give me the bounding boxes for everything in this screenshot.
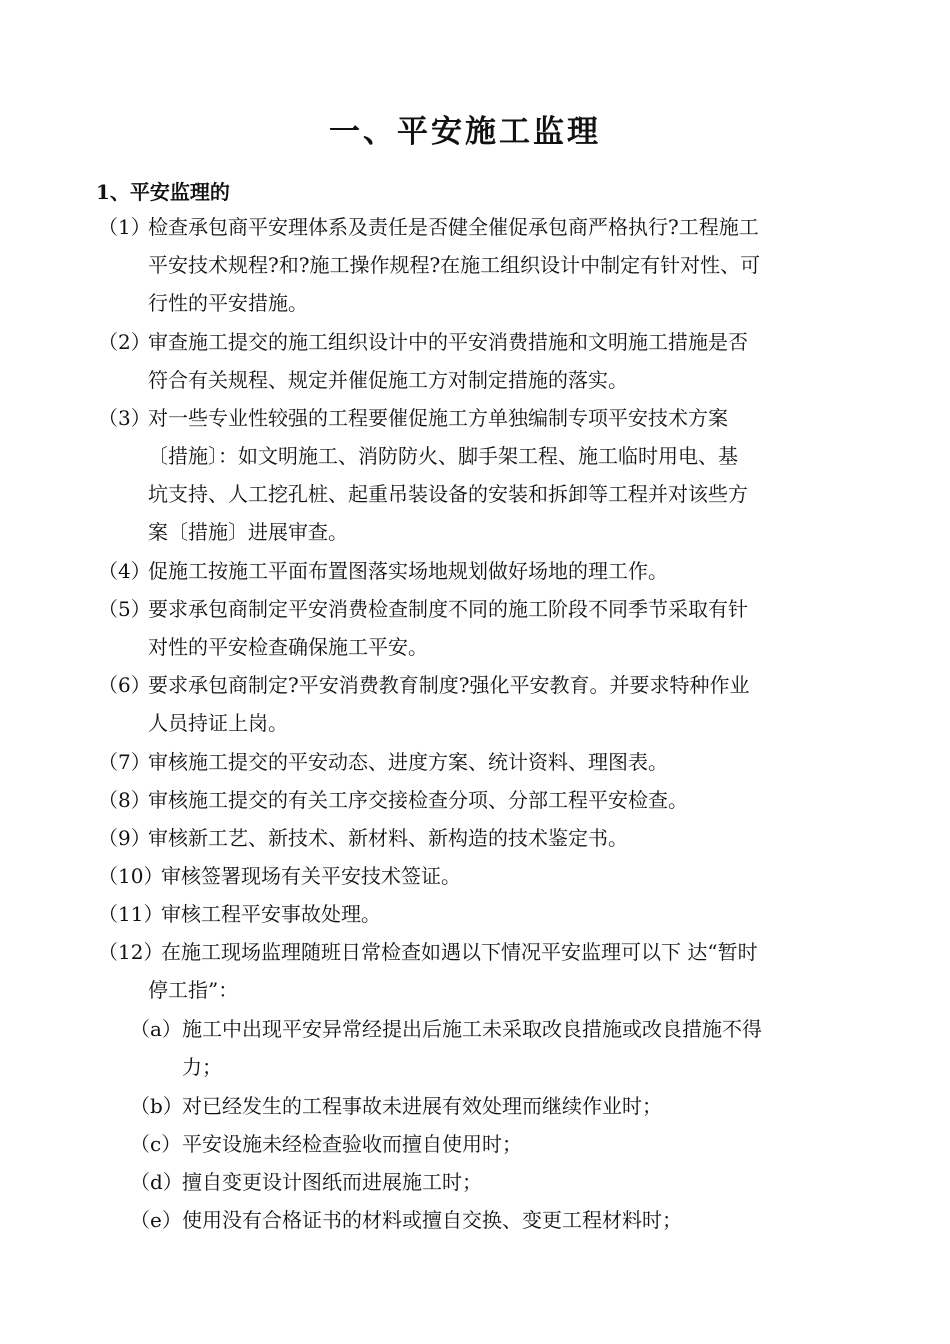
item-number: （d） <box>130 1170 183 1194</box>
item-text-line: 力； <box>182 1055 222 1079</box>
item-number: （11） <box>98 902 164 926</box>
item-text-line: 审核施工提交的平安动态、进度方案、统计资料、理图表。 <box>148 750 668 774</box>
item-number: （8） <box>98 788 151 812</box>
item-number: （e） <box>130 1208 182 1232</box>
item-number: （12） <box>98 940 164 964</box>
list-item <box>98 743 668 781</box>
item-text-line: 平安技术规程?和?施工操作规程?在施工组织设计中制定有针对性、可 <box>148 253 761 277</box>
item-number: （10） <box>98 864 164 888</box>
list-item <box>98 399 748 551</box>
item-text-line: 〔措施〕：如文明施工、消防防火、脚手架工程、施工临时用电、基 <box>148 444 738 468</box>
section-heading: 1、平安监理的 <box>96 180 230 204</box>
item-number: （3） <box>98 406 151 430</box>
item-number: （2） <box>98 330 151 354</box>
item-text-line: 要求承包商制定?平安消费教育制度?强化平安教育。并要求特种作业 <box>148 673 750 697</box>
item-text-line: 检查承包商平安理体系及责任是否健全催促承包商严格执行?工程施工 <box>148 215 759 239</box>
item-text-line: 对已经发生的工程事故未进展有效处理而继续作业时； <box>182 1094 662 1118</box>
item-number: （5） <box>98 597 151 621</box>
list-item <box>98 819 628 857</box>
list-item <box>98 857 461 895</box>
item-text-line: 施工中出现平安异常经提出后施工未采取改良措施或改良措施不得 <box>182 1017 762 1041</box>
list-item <box>98 895 381 933</box>
sub-list-item <box>130 1125 522 1163</box>
list-item <box>98 781 688 819</box>
item-text-line: 擅自变更设计图纸而进展施工时； <box>182 1170 482 1194</box>
list-item-continuation <box>148 971 238 1009</box>
item-text-line: 坑支持、人工挖孔桩、起重吊装设备的安装和拆卸等工程并对该些方 <box>148 482 748 506</box>
item-number: （9） <box>98 826 151 850</box>
item-text-line: 停工指”： <box>148 978 239 1002</box>
list-item <box>98 208 760 322</box>
item-text-line: 使用没有合格证书的材料或擅自交换、变更工程材料时； <box>182 1208 682 1232</box>
sub-list-item <box>130 1087 662 1125</box>
item-text-line: 对性的平安检查确保施工平安。 <box>148 635 428 659</box>
sub-list-item <box>130 1010 762 1086</box>
item-text-line: 审核签署现场有关平安技术签证。 <box>161 864 461 888</box>
list-item <box>98 552 668 590</box>
item-number: （4） <box>98 559 151 583</box>
list-item <box>98 666 749 742</box>
item-text-line: 审查施工提交的施工组织设计中的平安消费措施和文明施工措施是否 <box>148 330 748 354</box>
item-text-line: 促施工按施工平面布置图落实场地规划做好场地的理工作。 <box>148 559 668 583</box>
item-text-line: 审核新工艺、新技术、新材料、新构造的技术鉴定书。 <box>148 826 628 850</box>
sub-list-item <box>130 1201 682 1239</box>
item-text-line: 对一些专业性较强的工程要催促施工方单独编制专项平安技术方案 <box>148 406 728 430</box>
item-text-line: 审核施工提交的有关工序交接检查分项、分部工程平安检查。 <box>148 788 688 812</box>
item-text-line: 审核工程平安事故处理。 <box>161 902 381 926</box>
item-number: （6） <box>98 673 151 697</box>
item-number: （7） <box>98 750 151 774</box>
item-text-line: 符合有关规程、规定并催促施工方对制定措施的落实。 <box>148 368 628 392</box>
item-number: （a） <box>130 1017 182 1041</box>
sub-list-item <box>130 1163 482 1201</box>
list-item <box>98 323 748 399</box>
list-item <box>98 590 748 666</box>
item-text-line: 要求承包商制定平安消费检查制度不同的施工阶段不同季节采取有针 <box>148 597 748 621</box>
document-title: 一、平安施工监理 <box>329 114 601 150</box>
list-item <box>98 933 758 971</box>
item-text-line: 案〔措施〕进展审查。 <box>148 520 348 544</box>
item-number: （1） <box>98 215 151 239</box>
item-text-line: 行性的平安措施。 <box>148 291 308 315</box>
item-number: （c） <box>130 1132 182 1156</box>
item-text-line: 在施工现场监理随班日常检查如遇以下情况平安监理可以下 达“暂时 <box>161 940 758 964</box>
item-text-line: 人员持证上岗。 <box>148 711 288 735</box>
item-text-line: 平安设施未经检查验收而擅自使用时； <box>182 1132 522 1156</box>
item-number: （b） <box>130 1094 183 1118</box>
